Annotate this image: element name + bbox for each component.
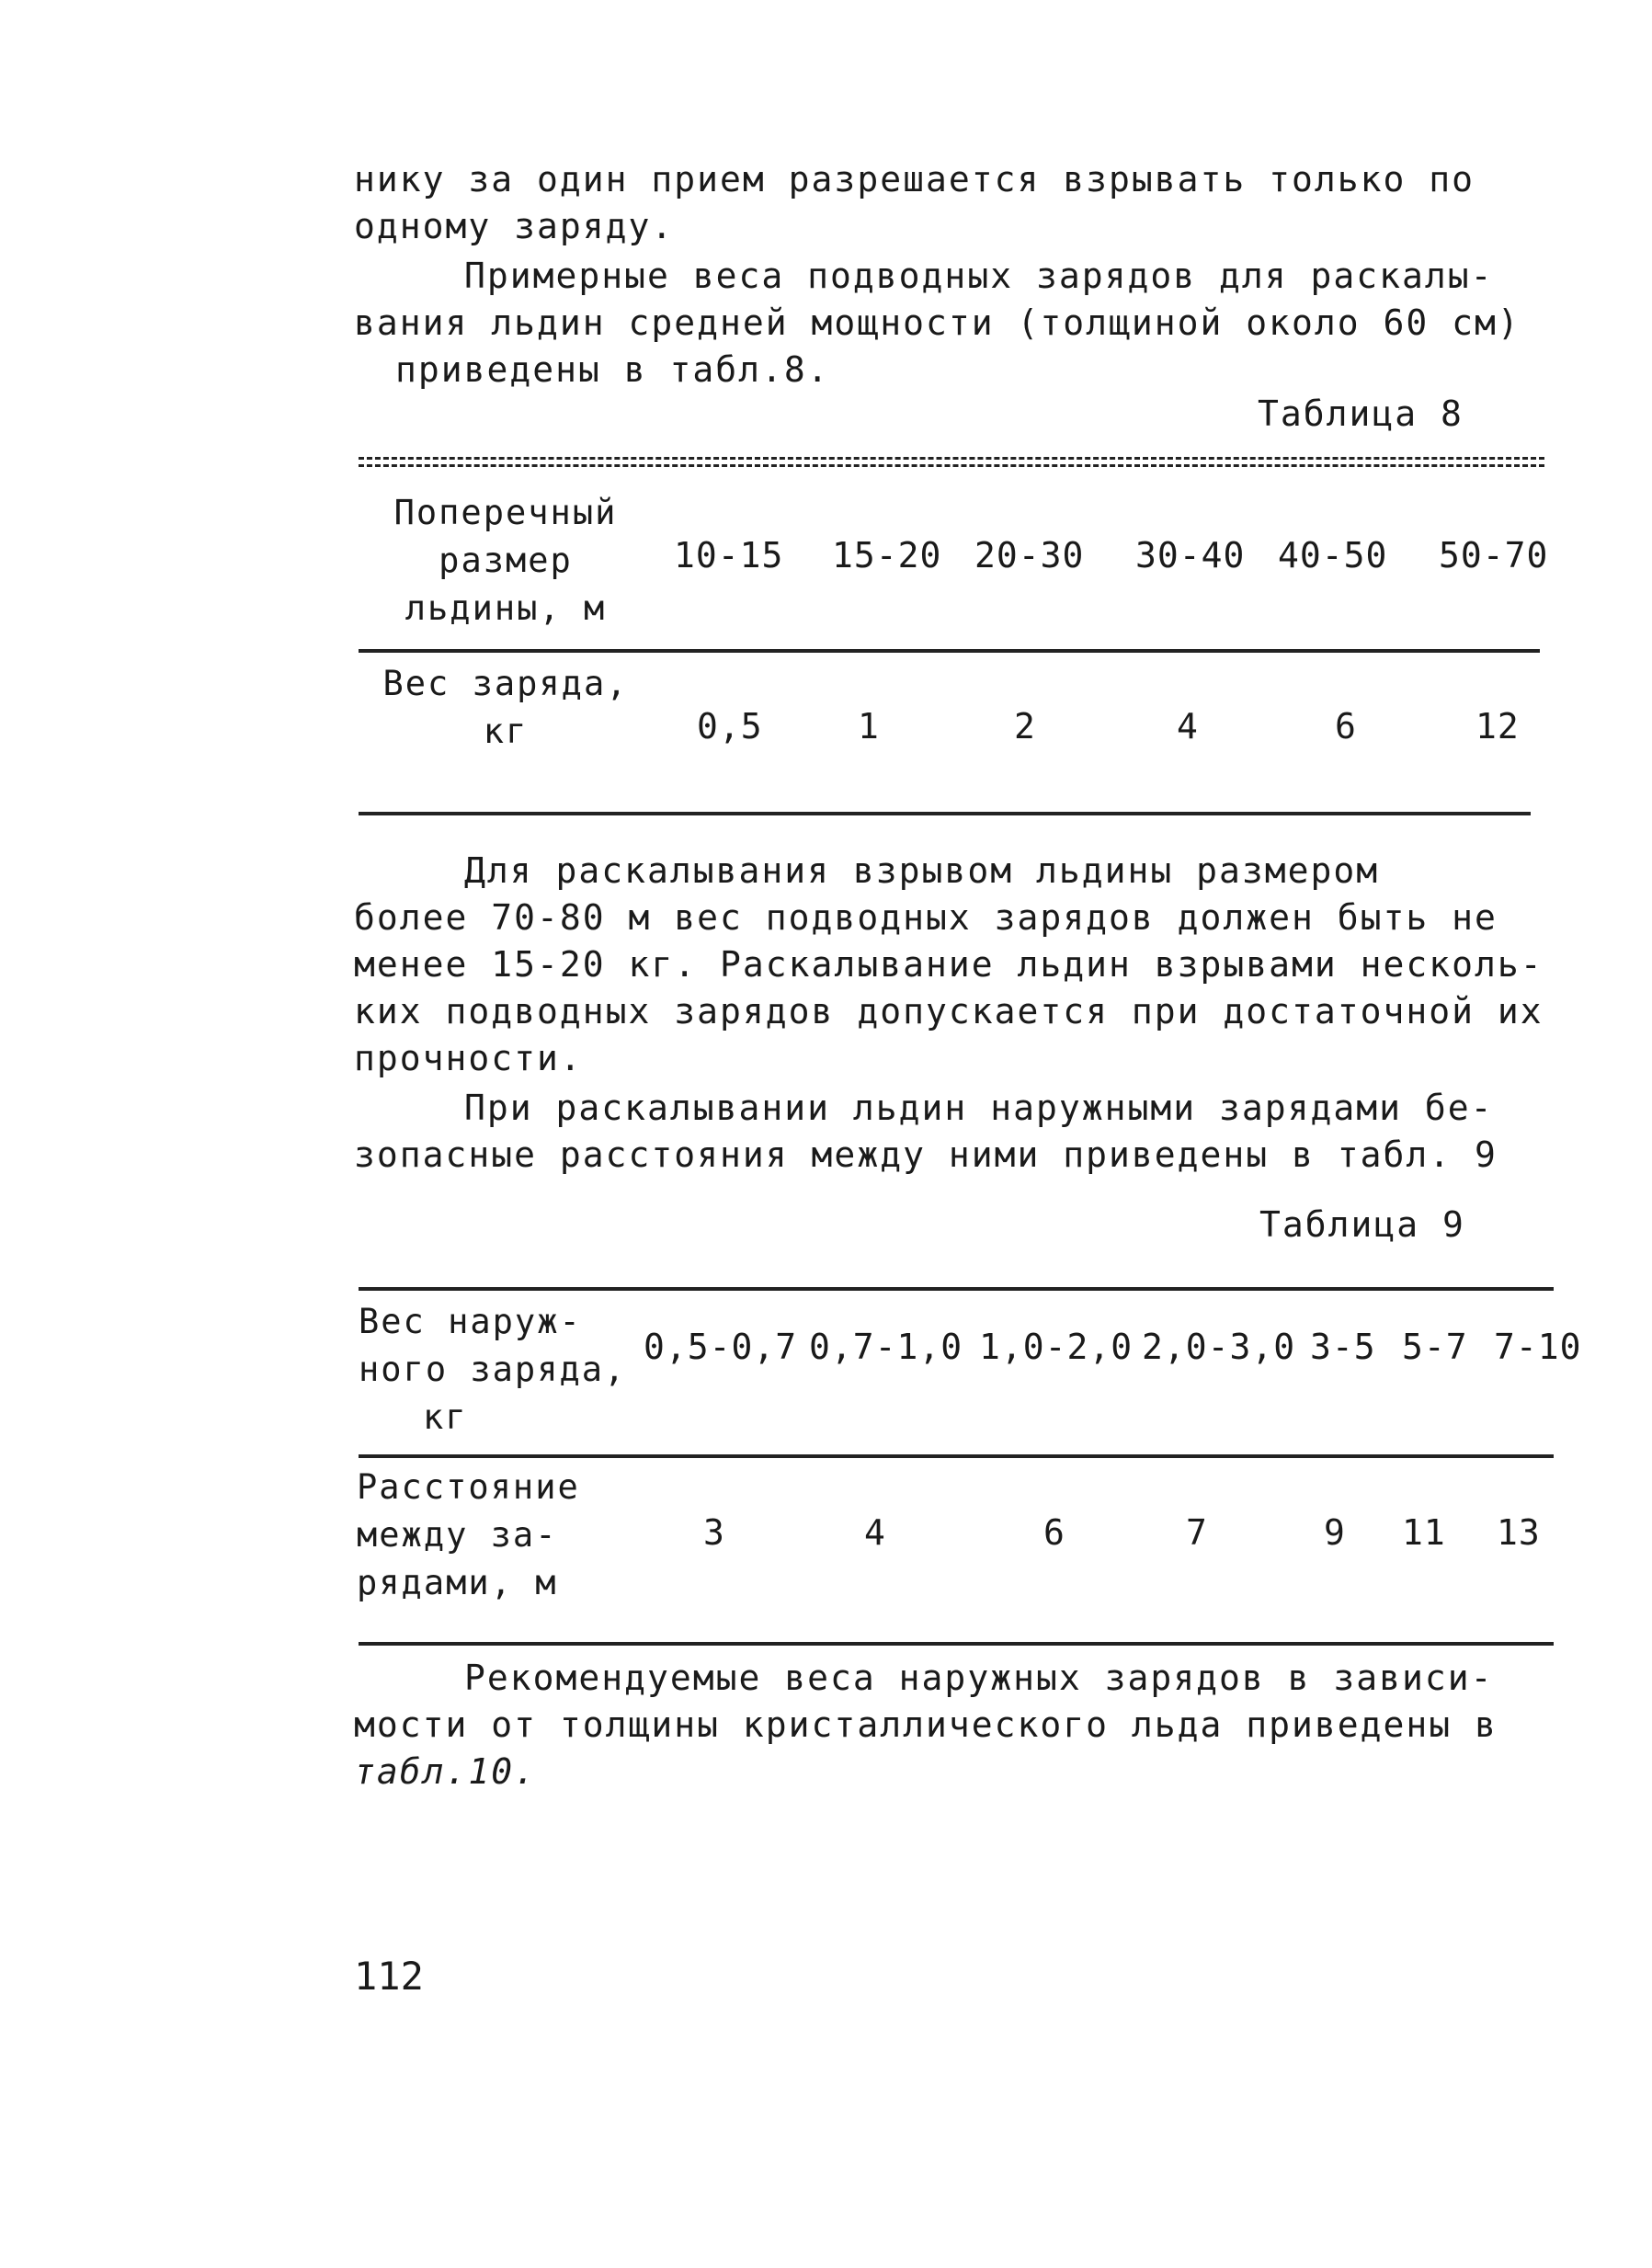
table-8-column-header: 40-50 bbox=[1278, 535, 1388, 576]
paragraph-2 bbox=[354, 253, 1567, 393]
paragraph-line: При раскалывании льдин наружными зарядами бе- bbox=[464, 1088, 1494, 1128]
table-8-column-header: 15-20 bbox=[832, 535, 942, 576]
table-9-value: 7 bbox=[1186, 1512, 1208, 1553]
paragraph-line: зопасные расстояния между ними приведены в табл. 9 bbox=[354, 1134, 1498, 1175]
paragraph-line: Примерные веса подводных зарядов для раскалы- bbox=[464, 256, 1494, 296]
table-8-column-header: 10-15 bbox=[674, 535, 784, 576]
table-8-column-header: 20-30 bbox=[974, 535, 1085, 576]
table-9-column-header: 0,5-0,7 bbox=[644, 1327, 798, 1367]
paragraph-line: ких подводных зарядов допускается при достаточной их bbox=[354, 991, 1544, 1031]
table-9-column-header: 2,0-3,0 bbox=[1142, 1327, 1296, 1367]
row-label-line: Расстояние bbox=[357, 1467, 580, 1507]
table-9-caption: Таблица 9 bbox=[1259, 1204, 1465, 1245]
table-8-header-label bbox=[372, 489, 639, 633]
paragraph-line: более 70-80 м вес подводных зарядов должен быть не bbox=[354, 897, 1498, 938]
table-8-value: 4 bbox=[1177, 706, 1199, 747]
header-line: размер bbox=[439, 541, 573, 580]
page-number: 112 bbox=[354, 1954, 424, 1999]
table-8-caption: Таблица 8 bbox=[1258, 393, 1464, 434]
table-9-column-header: 0,7-1,0 bbox=[809, 1327, 963, 1367]
paragraph-3 bbox=[354, 848, 1567, 1082]
table-9-value: 11 bbox=[1402, 1512, 1446, 1553]
paragraph-4 bbox=[354, 1085, 1567, 1179]
paragraph-line: одному заряду. bbox=[354, 206, 675, 246]
table-9-value: 9 bbox=[1324, 1512, 1346, 1553]
table-9-top-rule bbox=[359, 1287, 1554, 1291]
table-9-column-header: 7-10 bbox=[1494, 1327, 1582, 1367]
table-8-value: 12 bbox=[1475, 706, 1520, 747]
table-8-value: 2 bbox=[1014, 706, 1036, 747]
table-9-column-header: 3-5 bbox=[1310, 1327, 1376, 1367]
paragraph-line: табл.10. bbox=[354, 1751, 538, 1792]
table-8-column-header: 30-40 bbox=[1135, 535, 1246, 576]
paragraph-line: вания льдин средней мощности (толщиной около 60 см) bbox=[354, 302, 1521, 343]
table-8-value: 1 bbox=[858, 706, 880, 747]
table-9-header-label bbox=[359, 1298, 634, 1442]
table-9-value: 3 bbox=[703, 1512, 725, 1553]
table-9-row-label bbox=[357, 1464, 632, 1607]
header-line: Поперечный bbox=[393, 493, 618, 532]
header-line: ного заряда, bbox=[359, 1350, 627, 1389]
row-label-line: Вес заряда, bbox=[382, 664, 629, 703]
paragraph-line: Рекомендуемые веса наружных зарядов в зависи- bbox=[464, 1658, 1494, 1698]
paragraph-line: прочности. bbox=[354, 1038, 583, 1078]
paragraph-line: менее 15-20 кг. Раскалывание льдин взрывами несколь- bbox=[354, 944, 1544, 985]
table-8-top-rule bbox=[359, 457, 1544, 467]
table-8-column-header: 50-70 bbox=[1439, 535, 1549, 576]
row-label-line: кг bbox=[483, 712, 529, 751]
row-label-line: между за- bbox=[357, 1515, 558, 1555]
table-8-bottom-rule bbox=[359, 812, 1531, 815]
table-8-value: 6 bbox=[1335, 706, 1357, 747]
table-8-row-label bbox=[372, 660, 639, 756]
paragraph-1 bbox=[354, 156, 1567, 250]
header-line: льдины, м bbox=[404, 588, 607, 628]
paragraph-line: мости от толщины кристаллического льда приведены в bbox=[354, 1704, 1498, 1745]
paragraph-line: приведены в табл.8. bbox=[395, 349, 830, 390]
header-line: Вес наруж- bbox=[359, 1302, 582, 1341]
table-9-bottom-rule bbox=[359, 1642, 1554, 1646]
paragraph-5 bbox=[354, 1655, 1567, 1795]
table-9-value: 6 bbox=[1043, 1512, 1065, 1553]
table-9-mid-rule bbox=[359, 1454, 1554, 1458]
header-line: кг bbox=[423, 1397, 468, 1437]
table-9-column-header: 1,0-2,0 bbox=[979, 1327, 1134, 1367]
table-9-column-header: 5-7 bbox=[1402, 1327, 1468, 1367]
table-8-mid-rule bbox=[359, 649, 1540, 653]
paragraph-line: нику за один прием разрешается взрывать только по bbox=[354, 159, 1475, 199]
row-label-line: рядами, м bbox=[357, 1563, 558, 1602]
table-9-value: 13 bbox=[1497, 1512, 1541, 1553]
paragraph-line: Для раскалывания взрывом льдины размером bbox=[464, 850, 1380, 891]
table-9-value: 4 bbox=[864, 1512, 886, 1553]
table-8-value: 0,5 bbox=[697, 706, 763, 747]
